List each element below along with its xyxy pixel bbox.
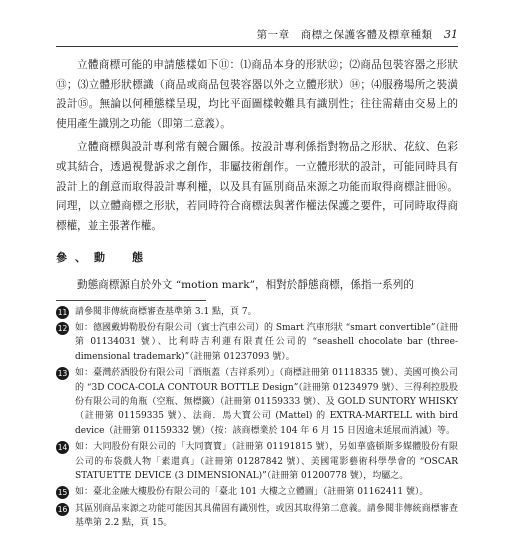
footnotes <box>56 305 458 531</box>
footnote-text: 如：德國戴姆勒股份有限公司（賓士汽車公司）的 Smart 汽車形狀 “smart convertible”（註冊第 01134031 號）、比利時吉利蓮有限責任公司的 “seashell chocolate bar (three-dimensional trademark)”（註冊第 01237093 號）。 <box>75 322 458 362</box>
footnote-marker: 12 <box>57 323 68 333</box>
footnote <box>56 305 458 319</box>
footnote <box>56 321 458 364</box>
body-paragraph-1: 立體商標可能的申請態樣如下⑪：⑴商品本身的形狀⑫；⑵商品包裝容器之形狀⑬；⑶立體形狀標識（商品或商品包裝容器以外之立體形狀）⑭；⑷服務場所之裝潢設計⑮。無論以何種態樣呈現，均比平面圖樣較難具有識別性；往往需藉由交易上的使用產生識別之功能（即第二意義）。 <box>56 59 458 130</box>
footnote-marker: 14 <box>57 443 68 453</box>
footnote-text: 如：大同股份有限公司的「大同寶寶」（註冊第 01191815 號），另如華盛頓斯多媒體股份有限公司的布袋戲人物「素還真」（註冊第 01287842 號）、美國電影藝術科學學會的 “OSCAR STATUETTE DEVICE (3 DIMENSIONAL)”（註冊第 01200778 號），均屬之。 <box>75 442 458 481</box>
page-number: 31 <box>444 28 458 41</box>
footnote <box>56 440 458 483</box>
footnote <box>56 485 458 499</box>
footnote <box>56 502 458 531</box>
footnote-text: 請參閱非傳統商標審查基準第 3.1 點，頁 7。 <box>75 306 257 317</box>
footnote-marker: 15 <box>57 488 68 498</box>
main-text <box>56 56 458 533</box>
section-paragraph: 動態商標源自於外文 “motion mark”，相對於靜態商標，係指一系列的 <box>77 278 414 291</box>
footnote-separator <box>56 300 206 301</box>
footnote-text: 其區別商品來源之功能可能因其具備固有識別性，或因其取得第二意義。請參閱非傳統商標審查基準第 2.2 點，頁 15。 <box>75 503 458 529</box>
footnote <box>56 366 458 438</box>
header-rule <box>56 46 458 47</box>
footnote-text: 如：臺灣菸酒股份有限公司「酒瓶蓋（吉祥系列）」（商標註冊第 01118335 號）、美國可換公司的 “3D COCA-COLA CONTOUR BOTTLE Design”（註冊第 01234979 號）、三得利控股股份有限公司的角瓶（空瓶、無標籤）（註冊第 01159333 號）、及 GOLD SUNTORY WHISKY（註冊第 01159335 號）、法商．馬大寶公司 (Mattel) 的 EXTRA-MARTELL with bird device（註冊第 01159332 號）（按：該商標業於 104 年 6 月 15 日因逾未延展而消滅）等。 <box>75 368 458 436</box>
body-paragraph-2: 立體商標與設計專利常有競合關係。按設計專利係指對物品之形狀、花紋、色彩或其結合，透過視覺訴求之創作，非屬技術創作。一立體形狀的設計，可能同時具有設計上的創意而取得設計專利權，以及具有區別商品來源之功能而取得商標註冊⑯。同理，以立體商標之形狀，若同時符合商標法與著作權法保護之要件，可同時取得商標權，並主張著作權。 <box>56 141 458 232</box>
footnote-marker: 11 <box>57 307 68 317</box>
chapter-title: 第一章 商標之保護客體及標章種類 <box>256 29 433 41</box>
footnote-text: 如：臺北金融大樓股份有限公司的「臺北 101 大樓之立體圖」（註冊第 01162411 號）。 <box>75 487 429 498</box>
section-heading: 參、動 態 <box>56 251 151 265</box>
footnote-marker: 13 <box>57 369 68 379</box>
footnote-marker: 16 <box>57 504 68 514</box>
running-header <box>56 26 458 44</box>
